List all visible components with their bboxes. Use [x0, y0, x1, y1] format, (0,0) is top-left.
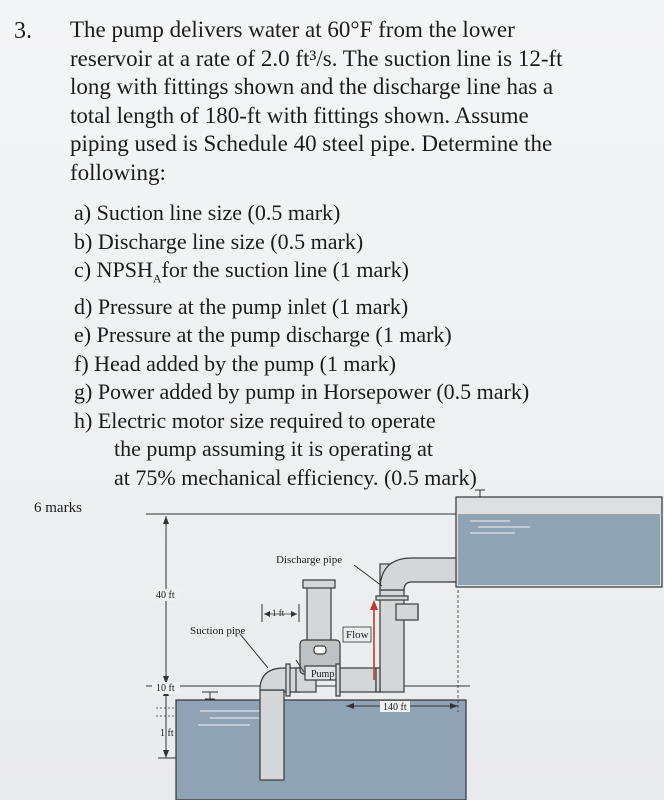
intro-line: The pump delivers water at 60°F from the lower	[70, 17, 515, 42]
dimension-1ft-vertical	[158, 720, 176, 758]
question-number: 3.	[14, 18, 32, 44]
item-c-subscript: A	[152, 271, 162, 286]
total-marks: 6 marks	[34, 500, 82, 516]
item-e: e) Pressure at the pump discharge (1 mark)	[74, 322, 452, 348]
svg-text:1 ft: 1 ft	[160, 728, 174, 739]
intro-line: piping used is Schedule 40 steel pipe. Determine the	[70, 131, 553, 157]
item-c-rest: for the suction line (1 mark)	[161, 257, 409, 282]
suction-leader	[240, 634, 268, 668]
discharge-leader	[354, 565, 382, 586]
intro-line: long with fittings shown and the discharge line has a	[70, 74, 554, 100]
svg-text:10 ft: 10 ft	[156, 683, 175, 694]
suction-pipe-label: Suction pipe	[190, 625, 246, 637]
item-f: f) Head added by the pump (1 mark)	[74, 350, 396, 376]
item-h-continuation: at 75% mechanical efficiency. (0.5 mark)	[114, 464, 477, 490]
intro-line: total length of 180-ft with fittings shown. Assume	[70, 102, 529, 128]
intro-line: following:	[70, 159, 166, 185]
item-a: a) Suction line size (0.5 mark)	[74, 200, 341, 225]
flow-label: Flow	[346, 629, 369, 641]
svg-text:1 ft: 1 ft	[272, 608, 285, 618]
item-c-label: c) NPSH	[74, 257, 153, 282]
pump	[300, 580, 340, 680]
lower-reservoir	[146, 686, 470, 800]
upper-reservoir	[456, 490, 662, 587]
item-h: h) Electric motor size required to operate	[74, 407, 436, 433]
intro-line: reservoir at a rate of 2.0 ft³/s. The suction line is 12-ft	[70, 45, 563, 71]
svg-text:40 ft: 40 ft	[156, 590, 175, 601]
dimension-40ft	[154, 516, 180, 684]
dimension-1ft-horizontal	[262, 604, 299, 622]
pump-label: Pump	[311, 669, 335, 680]
item-d: d) Pressure at the pump inlet (1 mark)	[74, 293, 409, 319]
item-h-continuation: the pump assuming it is operating at	[114, 436, 433, 462]
flow-arrow-head	[370, 600, 378, 610]
discharge-pipe-label: Discharge pipe	[276, 554, 343, 566]
item-b: b) Discharge line size (0.5 mark)	[74, 228, 364, 254]
svg-text:140 ft: 140 ft	[383, 702, 407, 713]
item-g: g) Power added by pump in Horsepower (0.5 mark)	[74, 379, 530, 405]
